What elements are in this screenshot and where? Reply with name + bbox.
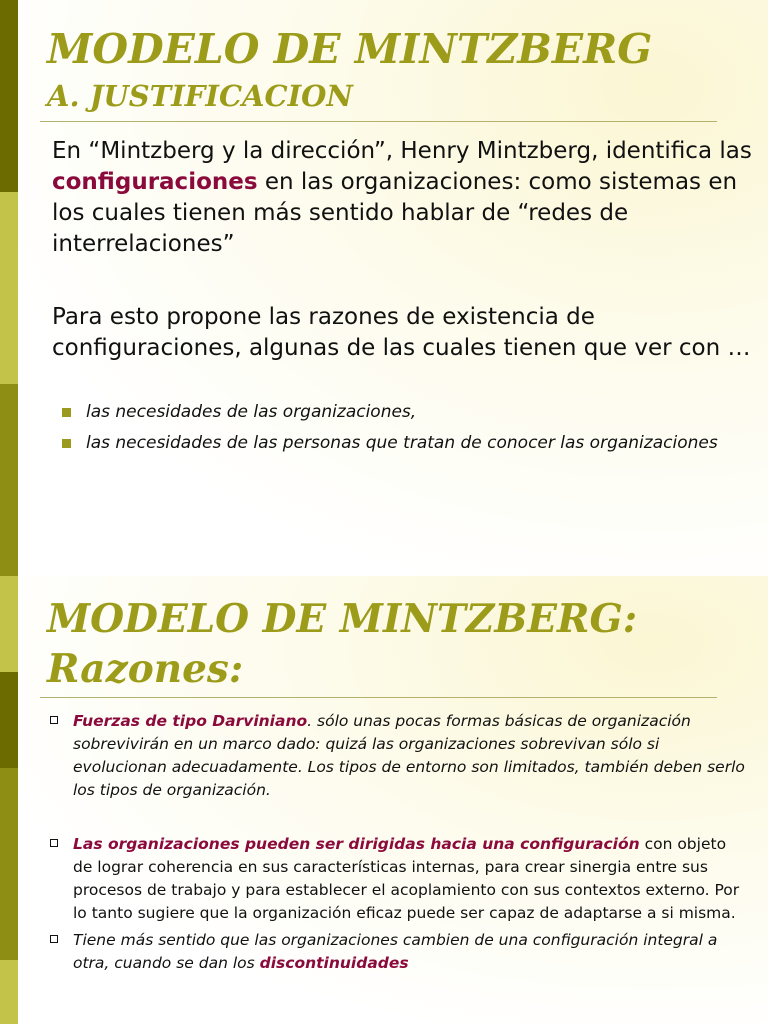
- slide-2: [0, 576, 768, 1024]
- list-item: Tiene más sentido que las organizaciones cambien de una configuración integral a otra, cuando se dan los discontinuidades: [48, 929, 748, 975]
- paragraph-text: En “Mintzberg y la dirección”, Henry Mintzberg, identifica las: [52, 138, 752, 164]
- list-item: Fuerzas de tipo Darviniano. sólo unas pocas formas básicas de organización sobrevivirán en un marco dado: quizá las organizaciones sobrevivan sólo si evolucionan adecuadamente. Los tipos de entorno son limitados, también deben serlo los tipos de organización.: [48, 710, 748, 802]
- square-bullet-icon: [62, 439, 71, 448]
- sidebar-stripes: [0, 576, 18, 1024]
- hollow-square-bullet-icon: [50, 716, 58, 724]
- list-item: las necesidades de las organizaciones,: [60, 400, 720, 425]
- slide-subtitle: A. JUSTIFICACION: [47, 79, 353, 113]
- paragraph-reasons: Para esto propone las razones de existencia de configuraciones, algunas de las cuales tienen que ver con …: [52, 304, 751, 361]
- slide-title: MODELO DE MINTZBERG: [47, 25, 653, 73]
- title-rule: [40, 697, 717, 698]
- paragraph-text: en las organizaciones: como sistemas en los cuales tienen más sentido hablar de “redes de interrelaciones”: [52, 169, 738, 257]
- list-item: las necesidades de las personas que tratan de conocer las organizaciones: [60, 431, 720, 456]
- bullet-list: [60, 400, 720, 462]
- slide-title: MODELO DE MINTZBERG:: [47, 596, 638, 642]
- title-rule: [40, 121, 717, 122]
- emphasis-configuraciones: configuraciones: [52, 169, 258, 195]
- hollow-square-bullet-icon: [50, 839, 58, 847]
- list-item: Las organizaciones pueden ser dirigidas hacia una configuración con objeto de lograr coherencia en sus características internas, para crear sinergia entre sus procesos de trabajo y para establecer el acoplamiento con sus contextos externo. Por lo tanto sugiere que la organización eficaz puede ser capaz de adaptarse a si misma.: [48, 833, 748, 925]
- square-bullet-icon: [62, 408, 71, 417]
- hollow-square-bullet-icon: [50, 935, 58, 943]
- slide-title-line2: Razones:: [47, 646, 244, 692]
- reasons-list: [48, 710, 748, 975]
- paragraph-intro: [52, 136, 752, 260]
- sidebar-stripes: [0, 0, 18, 576]
